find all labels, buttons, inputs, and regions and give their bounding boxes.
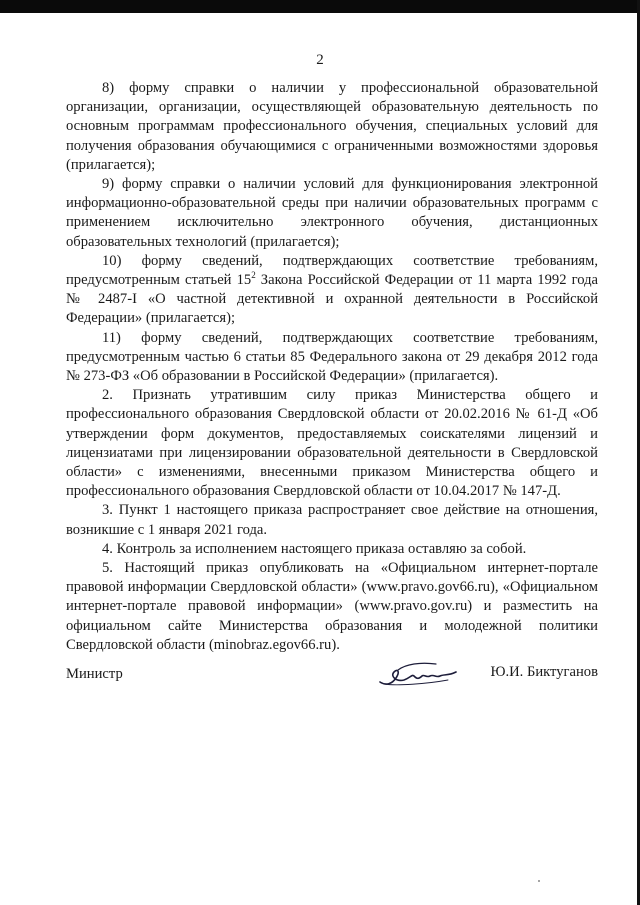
scan-top-border xyxy=(0,0,640,13)
paragraph-point-2: 2. Признать утратившим силу приказ Министерства общего и профессионального образования Свердловской области от 20.02.2016 № 61-Д «Об утверждении форм документов, предоставляемых соискателями лицензий и лицензиатами при лицензировании образовательной деятельности в Свердловской области» с изменениями, внесенными приказом Министерства общего и профессионального образования Свердловской области от 10.04.2017 № 147-Д. xyxy=(66,387,598,500)
paragraph-item-9: 9) форму справки о наличии условий для функционирования электронной информационно-образовательной среды при наличии образовательных программ с применением исключительно электронного обучения, дистанционных образовательных технологий (прилагается); xyxy=(66,176,598,250)
paragraph-item-11: 11) форму сведений, подтверждающих соответствие требованиям, предусмотренным частью 6 статьи 85 Федерального закона от 29 декабря 2012 года № 273-ФЗ «Об образовании в Российской Федерации» (прилагается). xyxy=(66,329,598,385)
paragraph-point-3: 3. Пункт 1 настоящего приказа распространяет свое действие на отношения, возникшие с 1 января 2021 года. xyxy=(66,502,598,538)
paragraph-item-10-text: 10) форму сведений, подтверждающих соответствие требованиям, предусмотренным статьей 15 xyxy=(66,252,598,289)
paragraph-point-5: 5. Настоящий приказ опубликовать на «Официальном интернет-портале правовой информации Свердловской области» (www.pravo.gov66.ru), «Официальном интернет-портале правовой информации» (www.pravo.gov.ru) и разместить на официальном сайте Министерства образования и молодежной политики Свердловской области (minobraz.egov66.ru). xyxy=(66,560,598,653)
signatory-name: Ю.И. Биктуганов xyxy=(490,664,598,680)
paragraph-item-10 xyxy=(66,252,598,329)
handwritten-signature xyxy=(376,656,466,690)
paragraph-item-10-superscript: 2 xyxy=(251,270,256,281)
page-number: 2 xyxy=(316,52,324,68)
paragraph-item-8: 8) форму справки о наличии у профессиональной образовательной организации, организации, осуществляющей образовательную деятельность по основным программам профессионального обучения, специальных условий для получения образования обучающимися с ограниченными возможностями здоровья (прилагается); xyxy=(66,80,598,173)
scan-speck xyxy=(538,880,540,882)
signature-block xyxy=(66,664,598,688)
paragraph-point-4: 4. Контроль за исполнением настоящего приказа оставляю за собой. xyxy=(102,540,527,557)
paragraph-item-10-text-cont: Закона Российской Федерации от 11 марта 1992 года № 2487-I «О частной детективной и охранной деятельности в Российской Федерации» (прилагается); xyxy=(66,272,598,327)
signatory-title: Министр xyxy=(66,666,123,682)
document-body xyxy=(66,79,598,655)
